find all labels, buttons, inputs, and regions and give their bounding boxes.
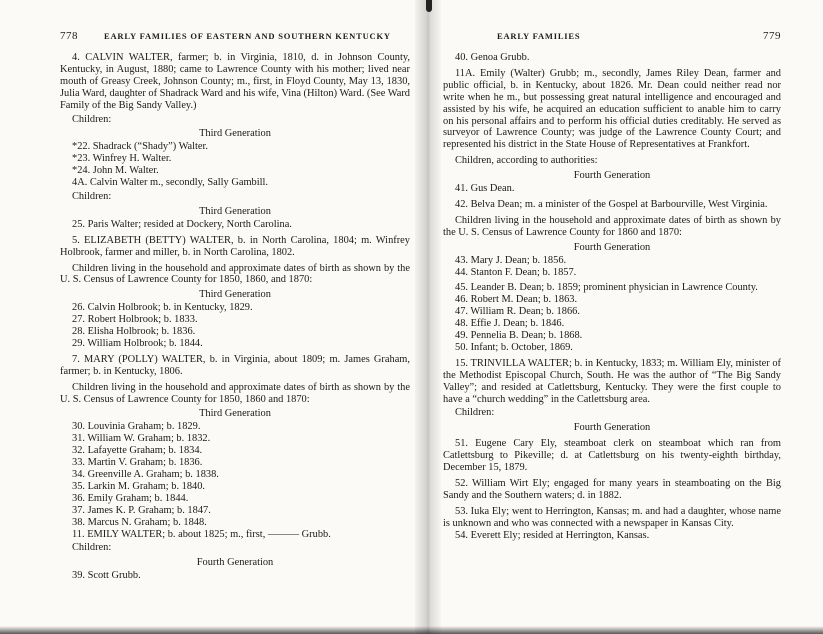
right-page-content [443, 52, 781, 542]
list-item: 28. Elisha Holbrook; b. 1836. [72, 326, 196, 338]
right-running-head [443, 30, 781, 46]
text-paragraph: Children living in the household and approximate dates of birth as shown by the U. S. Census of Lawrence County for 1850, 1860 and 1870: [60, 381, 410, 405]
text-paragraph: Children living in the household and approximate dates of birth as shown by the U. S. Census of Lawrence County for 1860 and 1870: [443, 214, 781, 238]
generation-heading: Third Generation [199, 128, 271, 140]
generation-heading: Third Generation [199, 408, 271, 420]
list-item: 37. James K. P. Graham; b. 1847. [72, 504, 211, 516]
binding-mark [426, 0, 432, 12]
generation-heading: Third Generation [199, 205, 271, 217]
list-item: 26. Calvin Holbrook; b. in Kentucky, 1829. [72, 302, 253, 314]
list-item: 11. EMILY WALTER; b. about 1825; m., first, ——— Grubb. [72, 528, 331, 540]
right-running-title: EARLY FAMILIES [497, 31, 581, 41]
generation-heading: Fourth Generation [196, 557, 274, 569]
list-item: 47. William R. Dean; b. 1866. [455, 306, 580, 318]
book-gutter [415, 0, 441, 634]
list-item: 50. Infant; b. October, 1869. [455, 341, 573, 353]
list-item: *22. Shadrack (“Shady”) Walter. [72, 141, 209, 153]
list-item: 46. Robert M. Dean; b. 1863. [455, 294, 578, 306]
list-item: 4A. Calvin Walter m., secondly, Sally Gambill. [72, 177, 268, 189]
left-page-number: 778 [60, 30, 78, 42]
list-item: *23. Winfrey H. Walter. [72, 153, 172, 165]
list-item: 25. Paris Walter; resided at Dockery, North Carolina. [72, 218, 292, 230]
list-item: 40. Genoa Grubb. [455, 52, 530, 63]
generation-heading: Fourth Generation [573, 170, 651, 182]
text-paragraph: 42. Belva Dean; m. a minister of the Gospel at Barbourville, West Virginia. [455, 198, 768, 210]
list-item: 49. Pennelia B. Dean; b. 1868. [455, 330, 583, 342]
list-item: 32. Lafayette Graham; b. 1834. [72, 445, 203, 457]
text-paragraph: Children, according to authorities: [455, 155, 598, 167]
list-item: 34. Greenville A. Graham; b. 1838. [72, 469, 219, 480]
left-running-head [60, 30, 410, 46]
list-item: *24. John M. Walter. [72, 165, 159, 177]
list-item: 27. Robert Holbrook; b. 1833. [72, 314, 198, 326]
text-paragraph: 52. William Wirt Ely; engaged for many years in steamboating on the Big Sandy and the Southern waters; d. in 1882. [443, 478, 781, 501]
text-paragraph: 7. MARY (POLLY) WALTER, b. in Virginia, about 1809; m. James Graham, farmer; b. in Kentucky, 1806. [60, 353, 410, 377]
children-label: Children: [72, 542, 112, 554]
generation-heading: Third Generation [199, 289, 271, 301]
text-paragraph: 15. TRINVILLA WALTER; b. in Kentucky, 1833; m. William Ely, minister of the Methodist Episcopal Church, South. He was the author of “The Big Sandy Valley”; and resided at Catlettsburg, Kentucky. They were the first couple to have a “church wedding” in the Catlettsburg area. [443, 357, 781, 405]
children-label: Children: [72, 113, 112, 125]
left-page-content [60, 52, 410, 582]
right-page [443, 0, 781, 634]
list-item: 43. Mary J. Dean; b. 1856. [455, 254, 567, 266]
list-item: 44. Stanton F. Dean; b. 1857. [455, 266, 577, 278]
text-paragraph: 11A. Emily (Walter) Grubb; m., secondly, James Riley Dean, farmer and public official, b. in Kentucky, about 1826. Mr. Dean could neither read nor write when he m., but possessing great natural intelligence and encouraged and assisted by his wife, he acquired an education sufficient to anable him to carry on his personal affairs and to perform his official duties creditably. He served as surveyor of Lawrence County; was judge of the Lawrence County Court; and represented his district in the State House of Representatives at Frankfort. [443, 67, 781, 151]
left-page [60, 0, 410, 634]
list-item: 30. Louvinia Graham; b. 1829. [72, 421, 201, 433]
list-item: 35. Larkin M. Graham; b. 1840. [72, 480, 206, 492]
page-bottom-shadow [0, 626, 823, 634]
generation-heading: Fourth Generation [573, 241, 651, 253]
right-page-number: 779 [763, 30, 781, 42]
list-item: 54. Everett Ely; resided at Herrington, Kansas. [455, 529, 650, 541]
children-label: Children: [455, 407, 495, 419]
list-item: 48. Effie J. Dean; b. 1846. [455, 318, 565, 330]
text-paragraph: Children living in the household and approximate dates of birth as shown by the U. S. Census of Lawrence County for 1850, 1860, and 1870: [60, 262, 410, 286]
generation-heading: Fourth Generation [573, 422, 651, 434]
list-item: 36. Emily Graham; b. 1844. [72, 492, 189, 504]
list-item: 31. William W. Graham; b. 1832. [72, 433, 211, 445]
text-paragraph: 51. Eugene Cary Ely, steamboat clerk on steamboat which ran from Catlettsburg to Pikeville; d. at Catlettsburg on his twenty-eighth birthday, December 15, 1879. [443, 438, 781, 474]
text-paragraph: 4. CALVIN WALTER, farmer; b. in Virginia, 1810, d. in Johnson County, Kentucky, in August, 1880; came to Lawrence County with his mother; lived near mouth of Greasy Creek, Johnson County; m., first, in Floyd County, May 13, 1830, Julia Ward, daughter of Shadrack Ward and his wife, Vina (Hilton) Ward. (See Ward Family of the Big Sandy Valley.) [60, 52, 410, 111]
left-running-title: EARLY FAMILIES OF EASTERN AND SOUTHERN KENTUCKY [104, 31, 391, 41]
list-item: 38. Marcus N. Graham; b. 1848. [72, 516, 207, 528]
list-item: 39. Scott Grubb. [72, 570, 141, 582]
list-item: 29. William Holbrook; b. 1844. [72, 337, 203, 349]
text-paragraph: 5. ELIZABETH (BETTY) WALTER, b. in North Carolina, 1804; m. Winfrey Holbrook, farmer and miller, b. in North Carolina, 1802. [60, 234, 410, 258]
list-item: 41. Gus Dean. [455, 183, 515, 195]
text-paragraph: 53. Iuka Ely; went to Herrington, Kansas; m. and had a daughter, whose name is unknown and who was connected with a newspaper in Kansas City. [443, 505, 781, 529]
text-paragraph: 45. Leander B. Dean; b. 1859; prominent physician in Lawrence County. [455, 282, 758, 294]
children-label: Children: [72, 190, 112, 202]
list-item: 33. Martin V. Graham; b. 1836. [72, 457, 203, 469]
